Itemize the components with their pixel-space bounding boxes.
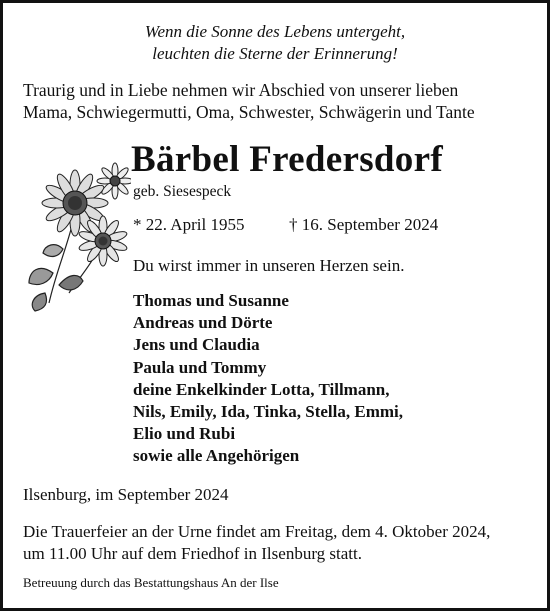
mourner-line: Thomas und Susanne: [133, 291, 289, 310]
funeral-line-1: Die Trauerfeier an der Urne findet am Freitag, dem 4. Oktober 2024,: [23, 522, 491, 541]
mourner-line: sowie alle Angehörigen: [133, 446, 300, 466]
birth-name: geb. Siesespeck: [133, 183, 232, 200]
intro-line-2: Mama, Schwiegermutti, Oma, Schwester, Schwägerin und Tante: [23, 102, 475, 122]
motto-line-2: leuchten die Sterne der Erinnerung!: [152, 44, 398, 63]
mourner-line: Elio und Rubi: [133, 424, 236, 444]
mourner-line: Andreas und Dörte: [133, 313, 273, 333]
funeral-line-2: um 11.00 Uhr auf dem Friedhof in Ilsenburg statt.: [23, 544, 363, 563]
remembrance-line: Du wirst immer in unseren Herzen sein.: [133, 256, 405, 275]
mourner-line: deine Enkelkinder Lotta, Tillmann,: [133, 379, 390, 399]
birth-date: * 22. April 1955: [133, 215, 245, 234]
mourner-line: Nils, Emily, Ida, Tinka, Stella, Emmi,: [133, 402, 404, 422]
death-date: † 16. September 2024: [289, 215, 439, 234]
mourners-list: [133, 290, 403, 468]
motto-line-1: Wenn die Sonne des Lebens untergeht,: [144, 22, 406, 41]
place-and-date: Ilsenburg, im September 2024: [23, 485, 229, 504]
sunflower-illustration-icon: [23, 153, 131, 313]
deceased-name: Bärbel Fredersdorf: [131, 139, 443, 180]
mourner-line: Paula und Tommy: [133, 357, 267, 377]
funeral-home-credit: Betreuung durch das Bestattungshaus An der Ilse: [23, 575, 279, 590]
intro-line-1: Traurig und in Liebe nehmen wir Abschied von unserer lieben: [23, 80, 459, 100]
mourner-line: Jens und Claudia: [133, 335, 260, 355]
